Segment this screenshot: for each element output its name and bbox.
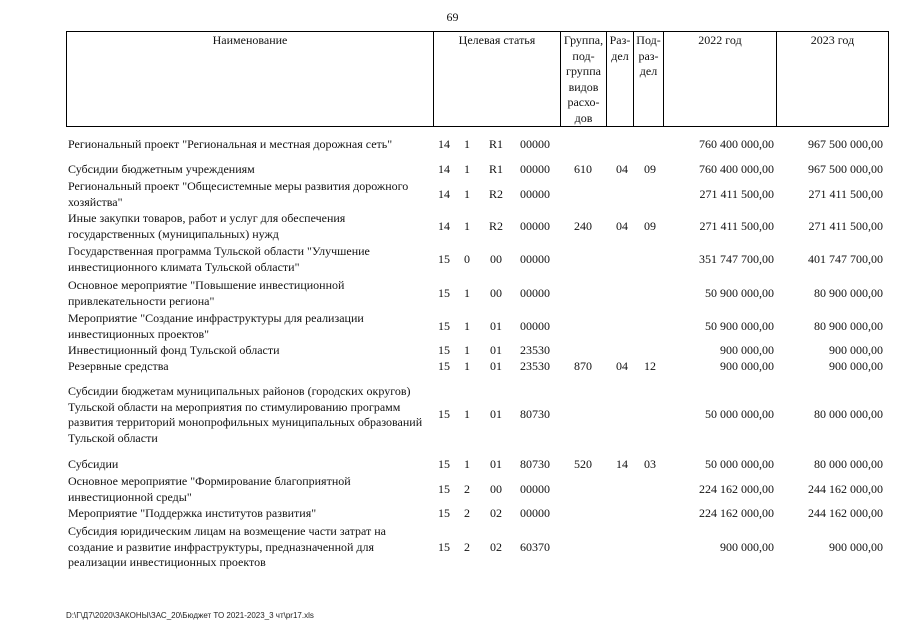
row-code-program: 15	[438, 407, 450, 421]
row-amount-2022: 50 000 000,00	[705, 457, 774, 471]
row-code-program: 14	[438, 137, 450, 151]
header-section: Раз- дел	[606, 32, 633, 126]
row-code-direction: 01	[490, 407, 502, 421]
row-name: Региональный проект "Общесистемные меры развития дорожного хозяйства"	[68, 179, 409, 209]
row-amount-2023: 900 000,00	[829, 343, 883, 357]
row-code-program: 15	[438, 319, 450, 333]
row-code-subprogram: 2	[464, 482, 470, 496]
row-code-subprogram: 1	[464, 286, 470, 300]
row-name: Региональный проект "Региональная и местная дорожная сеть"	[68, 137, 393, 151]
row-group-code: 610	[574, 162, 592, 176]
page-number: 69	[446, 10, 459, 24]
row-amount-2022: 900 000,00	[720, 343, 774, 357]
row-amount-2023: 900 000,00	[829, 359, 883, 373]
row-code-direction: R1	[488, 162, 503, 176]
row-amount-2022: 224 162 000,00	[699, 506, 774, 520]
row-code-item: 00000	[520, 162, 550, 176]
row-code-item: 80730	[520, 407, 550, 421]
row-amount-2023: 900 000,00	[829, 540, 883, 554]
row-section: 04	[616, 162, 628, 176]
row-section: 04	[616, 359, 628, 373]
row-amount-2023: 244 162 000,00	[808, 482, 883, 496]
row-name: Мероприятие "Поддержка институтов развития"	[68, 506, 317, 520]
row-code-direction: 01	[490, 319, 502, 333]
row-subsection: 09	[644, 219, 656, 233]
row-code-program: 15	[438, 540, 450, 554]
row-code-subprogram: 1	[464, 187, 470, 201]
row-code-subprogram: 1	[464, 137, 470, 151]
row-section: 04	[616, 219, 628, 233]
row-code-item: 00000	[520, 482, 550, 496]
row-code-program: 15	[438, 482, 450, 496]
row-code-subprogram: 1	[464, 343, 470, 357]
row-code-program: 15	[438, 359, 450, 373]
row-code-item: 00000	[520, 252, 550, 266]
row-code-direction: 02	[490, 540, 502, 554]
row-code-direction: 01	[490, 457, 502, 471]
row-code-direction: 01	[490, 343, 502, 357]
row-code-subprogram: 2	[464, 540, 470, 554]
row-code-subprogram: 2	[464, 506, 470, 520]
row-code-item: 23530	[520, 343, 550, 357]
row-group-code: 240	[574, 219, 592, 233]
header-group: Группа, под- группа видов расхо- дов	[560, 32, 606, 126]
row-code-item: 00000	[520, 187, 550, 201]
row-amount-2022: 760 400 000,00	[699, 162, 774, 176]
row-code-item: 00000	[520, 506, 550, 520]
row-code-subprogram: 0	[464, 252, 470, 266]
row-code-program: 14	[438, 187, 450, 201]
row-code-direction: 00	[490, 252, 502, 266]
row-code-subprogram: 1	[464, 359, 470, 373]
row-code-item: 00000	[520, 286, 550, 300]
row-name: Мероприятие "Создание инфраструктуры для реализации инвестиционных проектов"	[68, 311, 364, 341]
row-name: Инвестиционный фонд Тульской области	[68, 343, 280, 357]
row-code-item: 60370	[520, 540, 550, 554]
row-amount-2023: 271 411 500,00	[808, 187, 883, 201]
row-code-subprogram: 1	[464, 219, 470, 233]
row-subsection: 03	[644, 457, 656, 471]
row-group-code: 870	[574, 359, 592, 373]
row-amount-2022: 351 747 700,00	[699, 252, 774, 266]
row-code-item: 00000	[520, 219, 550, 233]
row-amount-2022: 50 000 000,00	[705, 407, 774, 421]
row-subsection: 12	[644, 359, 656, 373]
row-section: 14	[616, 457, 628, 471]
row-amount-2022: 900 000,00	[720, 540, 774, 554]
file-path-footer: D:\Г\Д7\2020\ЗАКОНЫ\ЗАС_20\Бюджет ТО 2021-2023_3 чт\pr17.xls	[66, 611, 314, 620]
row-code-program: 15	[438, 506, 450, 520]
row-code-direction: R2	[488, 219, 503, 233]
row-name: Субсидии	[68, 457, 119, 471]
row-code-program: 15	[438, 252, 450, 266]
row-amount-2022: 271 411 500,00	[699, 187, 774, 201]
header-subsection: Под- раз- дел	[633, 32, 663, 126]
row-group-code: 520	[574, 457, 592, 471]
row-code-subprogram: 1	[464, 319, 470, 333]
row-name: Иные закупки товаров, работ и услуг для обеспечения государственных (муниципальных) нужд	[68, 211, 346, 241]
row-name: Субсидии бюджетам муниципальных районов (городских округов) Тульской области на мероприятия по стимулированию программ развития территорий монопрофильных муниципальных образований Тульской области	[68, 384, 423, 445]
row-amount-2022: 271 411 500,00	[699, 219, 774, 233]
row-name: Основное мероприятие "Повышение инвестиционной привлекательности региона"	[68, 278, 345, 308]
row-amount-2023: 271 411 500,00	[808, 219, 883, 233]
row-code-item: 00000	[520, 137, 550, 151]
row-code-item: 80730	[520, 457, 550, 471]
row-code-program: 15	[438, 286, 450, 300]
row-code-item: 23530	[520, 359, 550, 373]
row-code-program: 15	[438, 343, 450, 357]
row-code-direction: 00	[490, 482, 502, 496]
row-amount-2023: 80 000 000,00	[814, 407, 883, 421]
row-name: Основное мероприятие "Формирование благоприятной инвестиционной среды"	[68, 474, 351, 504]
row-amount-2023: 80 900 000,00	[814, 319, 883, 333]
row-amount-2023: 967 500 000,00	[808, 162, 883, 176]
row-code-subprogram: 1	[464, 407, 470, 421]
header-name: Наименование	[212, 33, 288, 47]
row-amount-2022: 50 900 000,00	[705, 319, 774, 333]
row-code-subprogram: 1	[464, 162, 470, 176]
row-amount-2023: 401 747 700,00	[808, 252, 883, 266]
row-amount-2022: 900 000,00	[720, 359, 774, 373]
row-code-program: 14	[438, 219, 450, 233]
row-amount-2022: 50 900 000,00	[705, 286, 774, 300]
header-2022: 2022 год	[663, 32, 776, 126]
row-code-direction: R1	[488, 137, 503, 151]
header-2023: 2023 год	[776, 32, 888, 126]
row-code-subprogram: 1	[464, 457, 470, 471]
row-code-direction: 01	[490, 359, 502, 373]
row-amount-2023: 244 162 000,00	[808, 506, 883, 520]
row-code-direction: 02	[490, 506, 502, 520]
row-amount-2023: 80 000 000,00	[814, 457, 883, 471]
row-name: Государственная программа Тульской области "Улучшение инвестиционного климата Тульской области"	[68, 244, 370, 274]
row-code-program: 15	[438, 457, 450, 471]
row-code-direction: R2	[488, 187, 503, 201]
row-amount-2023: 80 900 000,00	[814, 286, 883, 300]
row-amount-2022: 760 400 000,00	[699, 137, 774, 151]
header-target: Целевая статья	[433, 32, 560, 126]
row-name: Субсидии бюджетным учреждениям	[68, 162, 255, 176]
row-code-item: 00000	[520, 319, 550, 333]
row-name: Субсидия юридическим лицам на возмещение части затрат на создание и развитие инфраструктуры, предназначенной для реализации инвестиционных проектов	[68, 524, 387, 569]
row-amount-2023: 967 500 000,00	[808, 137, 883, 151]
row-amount-2022: 224 162 000,00	[699, 482, 774, 496]
row-name: Резервные средства	[68, 359, 169, 373]
row-code-program: 14	[438, 162, 450, 176]
row-subsection: 09	[644, 162, 656, 176]
row-code-direction: 00	[490, 286, 502, 300]
